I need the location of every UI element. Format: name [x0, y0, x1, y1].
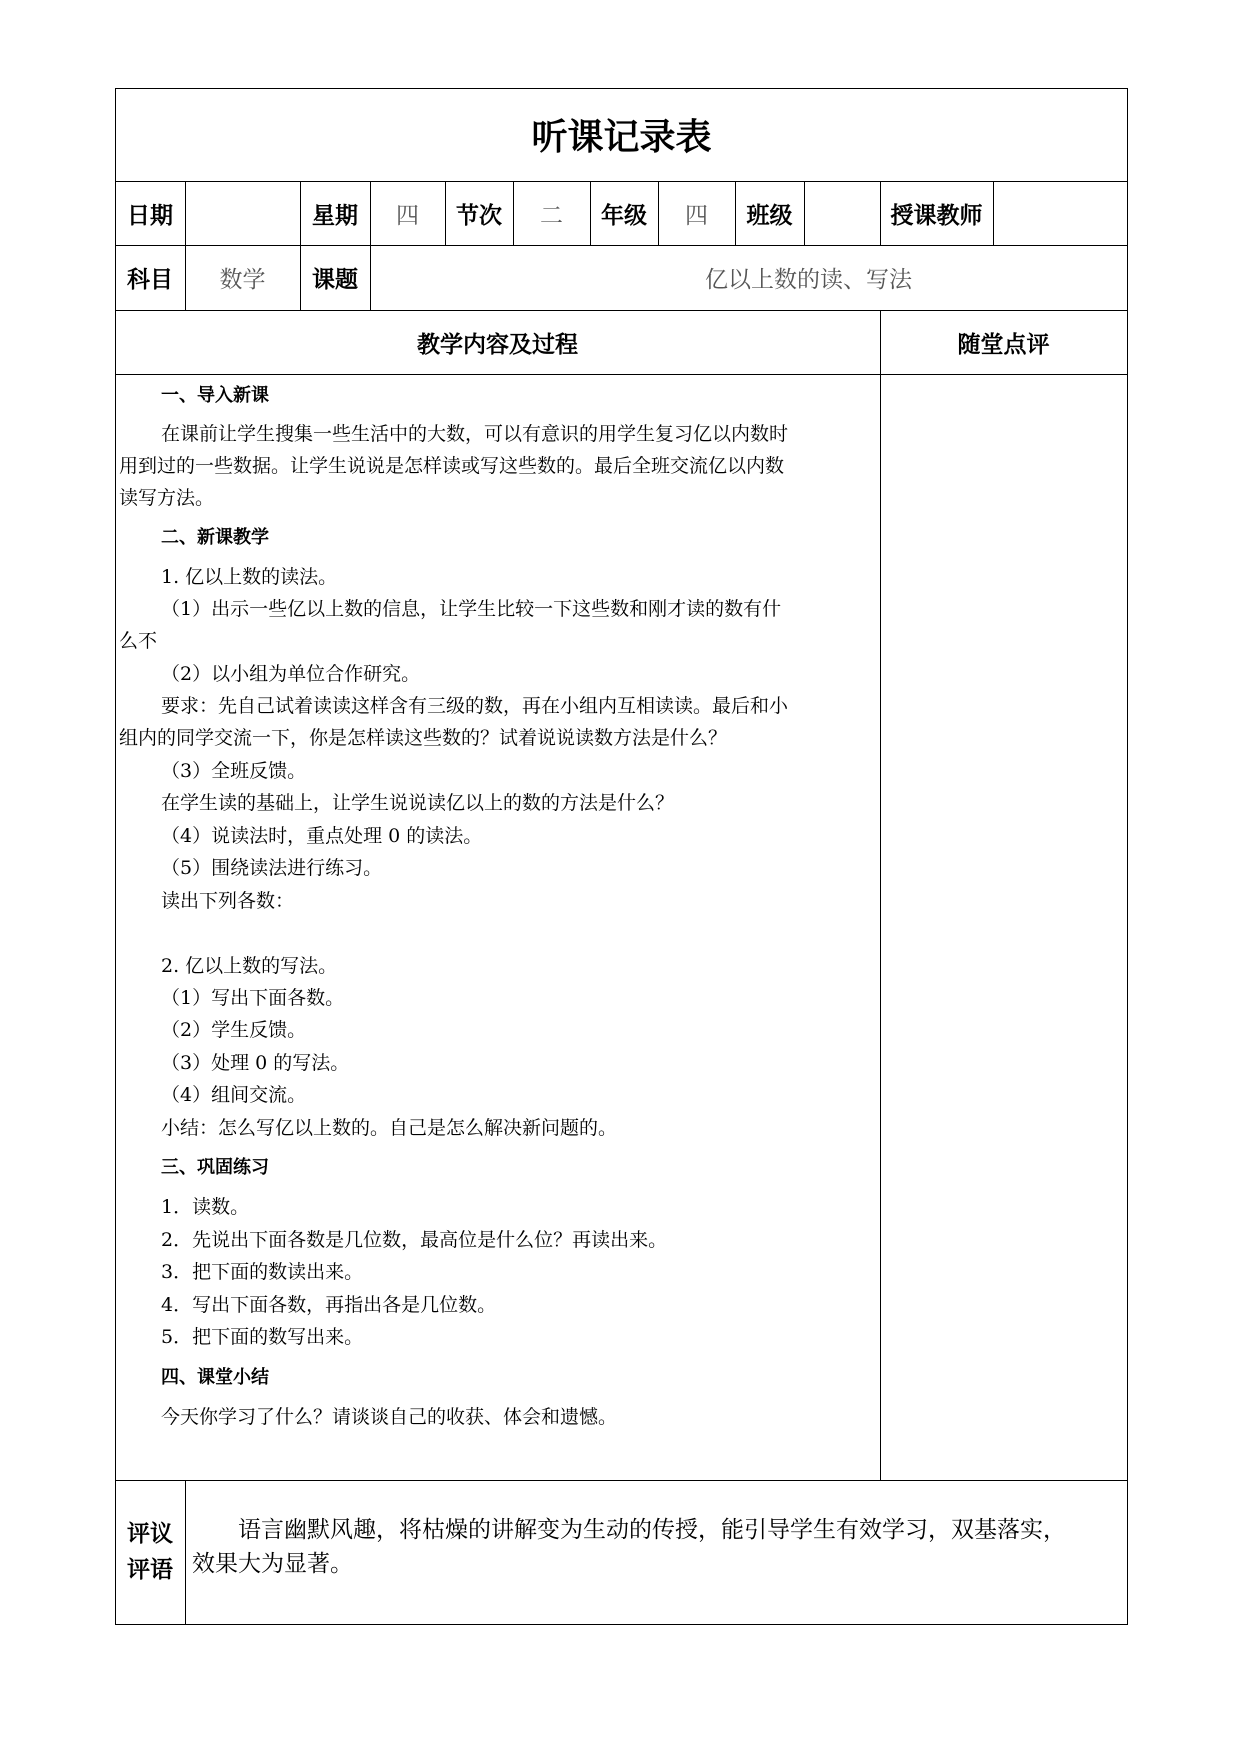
lesson-content	[119, 382, 878, 1472]
topic-value: 亿以上数的读、写法	[705, 267, 912, 293]
date-value	[185, 181, 300, 245]
date-label: 日期	[127, 202, 173, 229]
weekday-label: 星期	[312, 202, 358, 229]
grade-value: 四	[685, 202, 708, 229]
content-line: 组内的同学交流一下，你是怎样读这些数的？试着说说读数方法是什么？	[119, 727, 728, 749]
table-rule	[115, 1480, 1128, 1481]
content-line: 么不	[119, 630, 158, 652]
content-line: 要求：先自己试着读读这样含有三级的数，再在小组内互相读读。最后和小	[161, 695, 789, 717]
content-line: 在学生读的基础上，让学生说说读亿以上的数的方法是什么？	[161, 792, 675, 814]
content-line: 5．把下面的数写出来。	[161, 1326, 364, 1348]
content-line: （2）学生反馈。	[161, 1019, 307, 1041]
content-header: 教学内容及过程	[417, 331, 578, 358]
class-label: 班级	[746, 202, 793, 229]
content-line: 2. 亿以上数的写法。	[161, 955, 338, 977]
section-heading: 四、课堂小结	[161, 1367, 269, 1388]
table-rule	[185, 1480, 186, 1624]
table-border-right	[1127, 88, 1128, 1625]
content-line: （1）出示一些亿以上数的信息，让学生比较一下这些数和刚才读的数有什	[161, 598, 782, 620]
evaluation-label-line: 评语	[127, 1557, 173, 1583]
content-line: 1. 亿以上数的读法。	[161, 566, 338, 588]
teacher-label: 授课教师	[890, 202, 983, 229]
evaluation-text-line: 效果大为显著。	[192, 1551, 353, 1577]
period-value: 二	[540, 202, 563, 229]
content-line: 读写方法。	[119, 487, 215, 509]
content-line: （2）以小组为单位合作研究。	[161, 663, 421, 685]
content-line: （3）处理 0 的写法。	[161, 1052, 350, 1074]
table-border-bottom	[115, 1624, 1128, 1625]
weekday-value: 四	[396, 202, 419, 229]
period-label: 节次	[456, 202, 502, 229]
class-value	[804, 181, 880, 245]
grade-label: 年级	[601, 202, 647, 229]
content-line: （3）全班反馈。	[161, 760, 307, 782]
section-heading: 一、导入新课	[161, 385, 269, 406]
subject-value: 数学	[219, 267, 266, 293]
content-line: 小结：怎么写亿以上数的。自己是怎么解决新问题的。	[161, 1117, 618, 1139]
subject-label: 科目	[127, 267, 173, 293]
comment-header: 随堂点评	[957, 331, 1050, 358]
comment-area	[881, 375, 1127, 1480]
section-heading: 二、新课教学	[161, 527, 269, 548]
content-line: （4）说读法时，重点处理 0 的读法。	[161, 825, 483, 847]
section-heading: 三、巩固练习	[161, 1157, 269, 1178]
content-line: 读出下列各数：	[161, 890, 295, 912]
content-line: （5）围绕读法进行练习。	[161, 857, 383, 879]
content-line: 在课前让学生搜集一些生活中的大数，可以有意识的用学生复习亿以内数时	[161, 423, 789, 445]
teacher-value	[993, 181, 1127, 245]
content-line: 3．把下面的数读出来。	[161, 1261, 364, 1283]
evaluation-text-line: 语言幽默风趣，将枯燥的讲解变为生动的传授，能引导学生有效学习，双基落实，	[238, 1517, 1066, 1543]
content-line: （4）组间交流。	[161, 1084, 307, 1106]
topic-label: 课题	[312, 267, 358, 293]
content-line: 今天你学习了什么？请谈谈自己的收获、体会和遗憾。	[161, 1406, 618, 1428]
content-line: 2．先说出下面各数是几位数，最高位是什么位？再读出来。	[161, 1229, 668, 1251]
page-title: 听课记录表	[531, 117, 712, 158]
content-line: 1．读数。	[161, 1196, 250, 1218]
content-line: 用到过的一些数据。让学生说说是怎样读或写这些数的。最后全班交流亿以内数	[119, 455, 785, 477]
content-line: （1）写出下面各数。	[161, 987, 345, 1009]
content-line: 4．写出下面各数，再指出各是几位数。	[161, 1294, 497, 1316]
evaluation-text	[192, 1513, 1124, 1581]
evaluation-label	[115, 1480, 185, 1624]
evaluation-label-line: 评议	[127, 1521, 173, 1547]
